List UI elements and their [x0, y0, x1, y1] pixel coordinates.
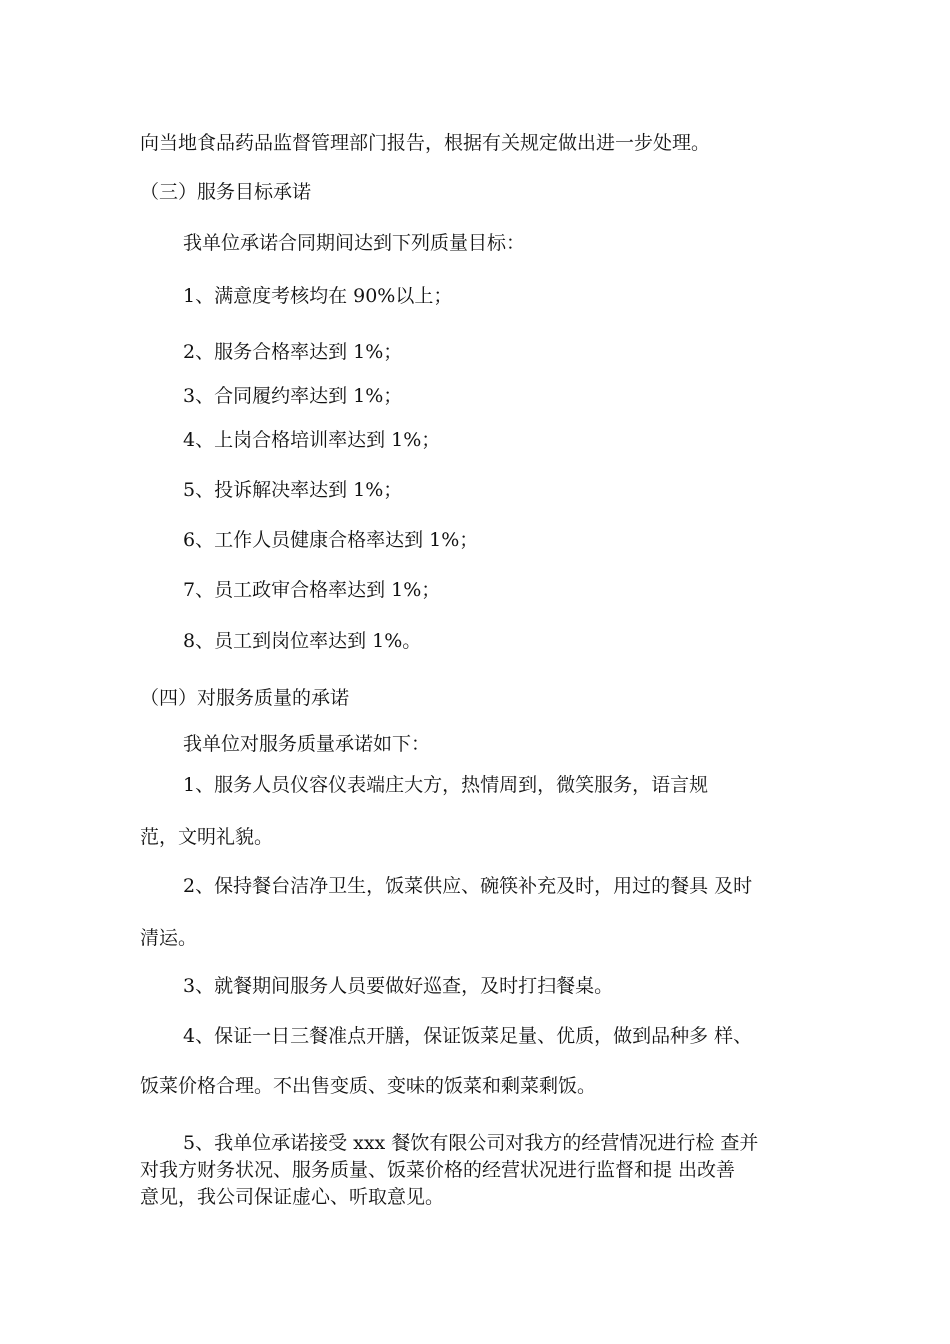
commitment-4-line-1: 4、保证一日三餐准点开膳，保证饭菜足量、优质，做到品种多 样、: [183, 1025, 753, 1047]
commitment-3: 3、就餐期间服务人员要做好巡查，及时打扫餐桌。: [183, 975, 614, 997]
goal-item-4: 4、上岗合格培训率达到 1%；: [183, 429, 441, 451]
commitment-1-line-2: 范，文明礼貌。: [140, 826, 274, 848]
commitment-5-line-3: 意见，我公司保证虚心、听取意见。: [140, 1186, 445, 1208]
paragraph-continuation: 向当地食品药品监督管理部门报告，根据有关规定做出进一步处理。: [140, 132, 711, 154]
goal-item-7: 7、员工政审合格率达到 1%；: [183, 579, 441, 601]
goal-item-3: 3、合同履约率达到 1%；: [183, 385, 403, 407]
commitment-2-line-1: 2、保持餐台洁净卫生，饭菜供应、碗筷补充及时，用过的餐具 及时: [183, 875, 753, 897]
goal-item-1: 1、满意度考核均在 90%以上；: [183, 285, 453, 307]
commitment-5-line-1: 5、我单位承诺接受 xxx 餐饮有限公司对我方的经营情况进行检 查并: [183, 1132, 759, 1154]
commitment-5-line-2: 对我方财务状况、服务质量、饭菜价格的经营状况进行监督和提 出改善: [140, 1159, 736, 1181]
goal-item-5: 5、投诉解决率达到 1%；: [183, 479, 403, 501]
section-3-intro: 我单位承诺合同期间达到下列质量目标：: [183, 232, 526, 254]
goal-item-6: 6、工作人员健康合格率达到 1%；: [183, 529, 479, 551]
goal-item-2: 2、服务合格率达到 1%；: [183, 341, 403, 363]
commitment-4-line-2: 饭菜价格合理。不出售变质、变味的饭菜和剩菜剩饭。: [140, 1075, 597, 1097]
goal-item-8: 8、员工到岗位率达到 1%。: [183, 630, 422, 652]
commitment-2-line-2: 清运。: [140, 927, 198, 949]
commitment-1-line-1: 1、服务人员仪容仪表端庄大方，热情周到，微笑服务，语言规: [183, 774, 709, 796]
section-heading-4: （四）对服务质量的承诺: [140, 687, 350, 709]
section-heading-3: （三）服务目标承诺: [140, 181, 312, 203]
section-4-intro: 我单位对服务质量承诺如下：: [183, 733, 431, 755]
